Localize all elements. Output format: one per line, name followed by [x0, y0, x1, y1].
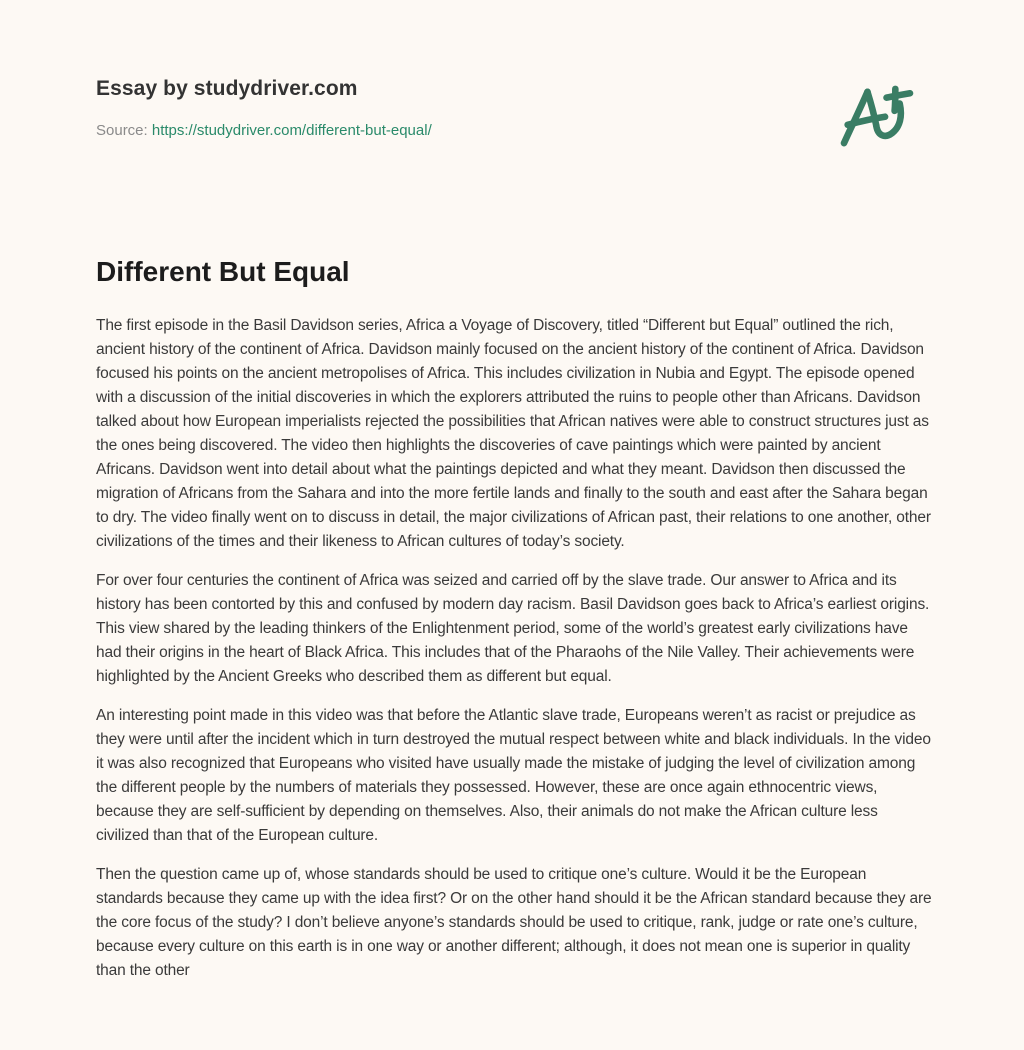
page-header — [96, 74, 916, 141]
source-line — [96, 121, 916, 141]
site-title: Essay by studydriver.com — [96, 77, 358, 100]
article-paragraph: An interesting point made in this video was that before the Atlantic slave trade, Europeans weren’t as racist or prejudice as they were until after the incident which in turn destroyed the mutual respect between white and black individuals. In the video it was also recognized that Europeans who visited have usually made the mistake of judging the level of civilization among the different people by the numbers of materials they possessed. However, these are once again ethnocentric views, because they are self-sufficient by depending on themselves. Also, their animals do not make the African culture less civilized than that of the European culture. — [96, 707, 931, 844]
source-label: Source: — [96, 122, 148, 139]
a-plus-grade-icon — [822, 66, 932, 166]
article-paragraph: Then the question came up of, whose standards should be used to critique one’s culture. Would it be the European standards because they came up with the idea first? Or on the other hand should it be the African standard because they are the core focus of the study? I don’t believe anyone’s standards should be used to critique, rank, judge or rate one’s culture, because every culture on this earth is in one way or another different; although, it does not mean one is superior in quality than the other — [96, 866, 932, 979]
source-link[interactable]: https://studydriver.com/different-but-equal/ — [151, 122, 432, 139]
article-paragraph: The first episode in the Basil Davidson series, Africa a Voyage of Discovery, titled “Different but Equal” outlined the rich, ancient history of the continent of Africa. Davidson mainly focused on the ancient history of the continent of Africa. Davidson focused his points on the ancient metropolises of Africa. This includes civilization in Nubia and Egypt. The episode opened with a discussion of the initial discoveries in which the explorers attributed the ruins to people other than Africans. Davidson talked about how European imperialists rejected the possibilities that African natives were able to construct structures just as the ones being discovered. The video then highlights the discoveries of cave paintings which were painted by ancient Africans. Davidson went into detail about what the paintings depicted and what they meant. Davidson then discussed the migration of Africans from the Sahara and into the more fertile lands and finally to the south and east after the Sahara began to dry. The video finally went on to discuss in detail, the major civilizations of African past, their relations to one another, other civilizations of the times and their likeness to African cultures of today’s society. — [96, 317, 931, 550]
article-title: Different But Equal — [96, 256, 350, 287]
article-body — [96, 314, 932, 998]
article-paragraph: For over four centuries the continent of Africa was seized and carried off by the slave trade. Our answer to Africa and its history has been contorted by this and confused by modern day racism. Basil Davidson goes back to Africa’s earliest origins. This view shared by the leading thinkers of the Enlightenment period, some of the world’s greatest early civilizations have had their origins in the heart of Black Africa. This includes that of the Pharaohs of the Nile Valley. Their achievements were highlighted by the Ancient Greeks who described them as different but equal. — [96, 572, 930, 685]
